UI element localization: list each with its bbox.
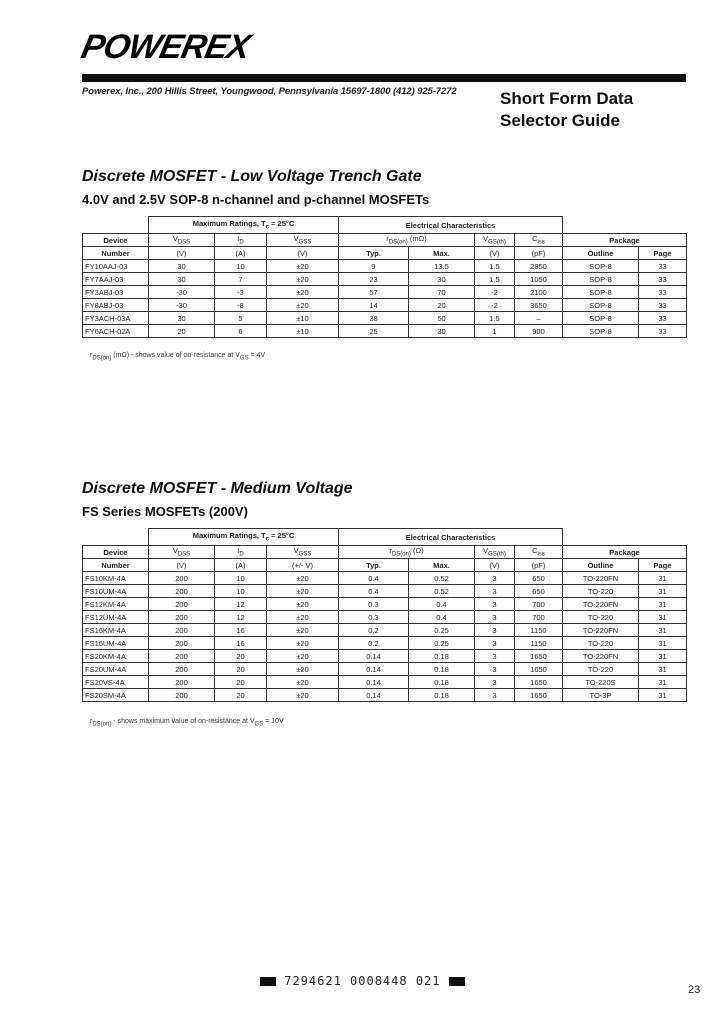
cell-vdss: 200 <box>149 663 215 676</box>
cell-outline: TO-220 <box>563 585 639 598</box>
number-header: Number <box>83 247 149 260</box>
table-row <box>83 676 687 689</box>
cell-outline: SOP-8 <box>563 260 639 273</box>
cell-max: 0.52 <box>409 572 475 585</box>
cell-ciss: 700 <box>515 611 563 624</box>
table-row <box>83 273 687 286</box>
max-header: Max. <box>409 247 475 260</box>
cell-vgss: ±20 <box>267 624 339 637</box>
table-row <box>83 650 687 663</box>
table-row <box>83 286 687 299</box>
cell-id: 10 <box>215 260 267 273</box>
table-row <box>83 260 687 273</box>
cell-vgss: ±20 <box>267 611 339 624</box>
cell-vgs: 3 <box>475 650 515 663</box>
cell-vgs: 3 <box>475 663 515 676</box>
cell-page: 33 <box>639 312 687 325</box>
company-address: Powerex, Inc., 200 Hillis Street, Youngwood, Pennsylvania 15697-1800 (412) 925-7272 <box>82 86 457 97</box>
cell-vgss: ±20 <box>267 663 339 676</box>
cell-vgss: ±20 <box>267 689 339 702</box>
cell-vdss: 30 <box>149 260 215 273</box>
vgss-header: $V_{GSS}$ <box>267 546 339 559</box>
section1-table-body <box>83 260 687 338</box>
cell-id: -3 <box>215 286 267 299</box>
vdss-header: $V_{DSS}$ <box>149 234 215 247</box>
cell-device: FY10AAJ-03 <box>83 260 149 273</box>
cell-device: FS16KM-4A <box>83 624 149 637</box>
vgss-unit: (+/- V) <box>267 559 339 572</box>
guide-title <box>500 88 633 132</box>
cell-page: 31 <box>639 611 687 624</box>
cell-id: 20 <box>215 663 267 676</box>
cell-max: 0.4 <box>409 598 475 611</box>
cell-vgss: ±20 <box>267 585 339 598</box>
section2-note: $r_{DS(on)}$ - shows maximum value of on-resistance at $V_{GS} = 10V$ <box>90 718 284 728</box>
cell-device: FY6ACH-02A <box>83 325 149 338</box>
cell-device: FY3ABJ-03 <box>83 286 149 299</box>
cell-ciss: 1050 <box>515 273 563 286</box>
table-row <box>83 572 687 585</box>
cell-vdss: 200 <box>149 598 215 611</box>
cell-ciss: 1650 <box>515 663 563 676</box>
cell-device: FS20KM-4A <box>83 650 149 663</box>
cell-id: 10 <box>215 585 267 598</box>
cell-outline: SOP-8 <box>563 299 639 312</box>
guide-title-line2: Selector Guide <box>500 111 620 130</box>
cell-vgs: 3 <box>475 637 515 650</box>
cell-max: 50 <box>409 312 475 325</box>
cell-vgs: 1.5 <box>475 312 515 325</box>
cell-device: FS16UM-4A <box>83 637 149 650</box>
table-row <box>83 585 687 598</box>
cell-max: 0.18 <box>409 676 475 689</box>
package-header: Package <box>563 546 687 559</box>
number-header: Number <box>83 559 149 572</box>
electrical-header: Electrical Characteristics <box>339 529 563 546</box>
cell-max: 13.5 <box>409 260 475 273</box>
max-header: Max. <box>409 559 475 572</box>
cell-typ: 0.3 <box>339 611 409 624</box>
footer-barcode <box>260 974 465 988</box>
cell-vdss: 200 <box>149 585 215 598</box>
cell-device: FS20SM-4A <box>83 689 149 702</box>
cell-typ: 0.4 <box>339 572 409 585</box>
cell-vgs: 3 <box>475 598 515 611</box>
cell-vgss: ±20 <box>267 650 339 663</box>
max-ratings-header: Maximum Ratings, $T_c = 25^\circ C$ <box>149 529 339 546</box>
cell-max: 0.18 <box>409 689 475 702</box>
section1-subtitle: 4.0V and 2.5V SOP-8 n-channel and p-channel MOSFETs <box>82 192 430 207</box>
cell-vgs: 3 <box>475 676 515 689</box>
vgs-unit: (V) <box>475 247 515 260</box>
cell-id: 20 <box>215 650 267 663</box>
cell-vgss: ±20 <box>267 286 339 299</box>
guide-title-line1: Short Form Data <box>500 89 634 108</box>
cell-outline: TO-220 <box>563 663 639 676</box>
cell-outline: SOP-8 <box>563 273 639 286</box>
cell-device: FS12KM-4A <box>83 598 149 611</box>
cell-vgss: ±20 <box>267 637 339 650</box>
cell-typ: 0.14 <box>339 676 409 689</box>
cell-max: 0.18 <box>409 663 475 676</box>
cell-device: FY8ABJ-03 <box>83 299 149 312</box>
cell-outline: SOP-8 <box>563 325 639 338</box>
section2-table <box>82 528 687 702</box>
vdss-unit: (V) <box>149 247 215 260</box>
barcode-block-left <box>260 977 276 986</box>
cell-page: 33 <box>639 286 687 299</box>
cell-ciss: 650 <box>515 585 563 598</box>
cell-id: 12 <box>215 598 267 611</box>
cell-vgs: -2 <box>475 299 515 312</box>
cell-typ: 14 <box>339 299 409 312</box>
cell-outline: TO-220FN <box>563 598 639 611</box>
cell-vgs: 3 <box>475 624 515 637</box>
cell-ciss: 700 <box>515 598 563 611</box>
cell-id: 16 <box>215 637 267 650</box>
page-header: Page <box>639 559 687 572</box>
vgs-header: $V_{GS(th)}$ <box>475 234 515 247</box>
table-row <box>83 637 687 650</box>
cell-typ: 0.4 <box>339 585 409 598</box>
cell-page: 31 <box>639 676 687 689</box>
barcode-block-right <box>449 977 465 986</box>
cell-typ: 57 <box>339 286 409 299</box>
rds-header: $r_{DS(on)}$ (mΩ) <box>339 234 475 247</box>
cell-ciss: 1650 <box>515 676 563 689</box>
cell-device: FS20VS-4A <box>83 676 149 689</box>
cell-ciss: 1650 <box>515 650 563 663</box>
cell-vdss: 200 <box>149 572 215 585</box>
cell-id: -8 <box>215 299 267 312</box>
vgss-header: $V_{GSS}$ <box>267 234 339 247</box>
cell-outline: SOP-8 <box>563 286 639 299</box>
device-header: Device <box>83 234 149 247</box>
package-header: Package <box>563 234 687 247</box>
cell-typ: 0.2 <box>339 637 409 650</box>
cell-typ: 23 <box>339 273 409 286</box>
typ-header: Typ. <box>339 559 409 572</box>
page-number: 23 <box>688 984 701 996</box>
cell-vdss: -30 <box>149 286 215 299</box>
cell-max: 0.25 <box>409 637 475 650</box>
cell-ciss: 1150 <box>515 624 563 637</box>
table-row <box>83 689 687 702</box>
device-header: Device <box>83 546 149 559</box>
cell-ciss: 2100 <box>515 286 563 299</box>
page-header: Page <box>639 247 687 260</box>
cell-id: 20 <box>215 676 267 689</box>
cell-max: 0.4 <box>409 611 475 624</box>
cell-vgs: 3 <box>475 611 515 624</box>
cell-vgss: ±20 <box>267 273 339 286</box>
table-row <box>83 312 687 325</box>
cell-device: FY7AAJ-03 <box>83 273 149 286</box>
cell-page: 31 <box>639 637 687 650</box>
cell-page: 33 <box>639 273 687 286</box>
cell-typ: 0.14 <box>339 689 409 702</box>
cell-ciss: 1650 <box>515 689 563 702</box>
cell-page: 31 <box>639 598 687 611</box>
cell-vdss: -30 <box>149 299 215 312</box>
ciss-unit: (pF) <box>515 247 563 260</box>
cell-outline: TO-220FN <box>563 572 639 585</box>
cell-vdss: 30 <box>149 312 215 325</box>
table-row <box>83 663 687 676</box>
cell-outline: TO-220S <box>563 676 639 689</box>
cell-max: 70 <box>409 286 475 299</box>
cell-page: 33 <box>639 260 687 273</box>
table-row <box>83 598 687 611</box>
cell-id: 16 <box>215 624 267 637</box>
cell-page: 31 <box>639 572 687 585</box>
cell-vdss: 200 <box>149 650 215 663</box>
footer-code-text: 7294621 0008448 021 <box>284 974 441 988</box>
cell-vdss: 30 <box>149 273 215 286</box>
table-row <box>83 624 687 637</box>
cell-vgss: ±20 <box>267 299 339 312</box>
cell-vgss: ±10 <box>267 325 339 338</box>
cell-vgs: 3 <box>475 585 515 598</box>
cell-outline: TO-220FN <box>563 624 639 637</box>
section2-title: Discrete MOSFET - Medium Voltage <box>82 480 353 497</box>
cell-device: FS10UM-4A <box>83 585 149 598</box>
cell-vgs: 3 <box>475 689 515 702</box>
cell-ciss: 650 <box>515 572 563 585</box>
cell-typ: 0.14 <box>339 663 409 676</box>
cell-vdss: 200 <box>149 624 215 637</box>
vdss-header: $V_{DSS}$ <box>149 546 215 559</box>
cell-device: FS12UM-4A <box>83 611 149 624</box>
cell-vgs: 1.5 <box>475 273 515 286</box>
cell-typ: 25 <box>339 325 409 338</box>
section2-table-body <box>83 572 687 702</box>
max-ratings-header: Maximum Ratings, $T_c = 25^\circ C$ <box>149 217 339 234</box>
cell-device: FS20UM-4A <box>83 663 149 676</box>
cell-vgss: ±20 <box>267 598 339 611</box>
cell-page: 31 <box>639 650 687 663</box>
cell-page: 31 <box>639 689 687 702</box>
section1-note: $r_{DS(on)}$ (mΩ) - shows value of on-resistance at $V_{GS} = 4V$ <box>90 352 266 362</box>
header-rule <box>82 74 686 82</box>
cell-page: 33 <box>639 299 687 312</box>
id-header: $I_D$ <box>215 546 267 559</box>
cell-vdss: 20 <box>149 325 215 338</box>
cell-vgs: -2 <box>475 286 515 299</box>
cell-id: 12 <box>215 611 267 624</box>
cell-page: 31 <box>639 663 687 676</box>
cell-vdss: 200 <box>149 637 215 650</box>
cell-typ: 0.2 <box>339 624 409 637</box>
id-unit: (A) <box>215 247 267 260</box>
powerex-logo: POWEREX <box>78 28 253 66</box>
vdss-unit: (V) <box>149 559 215 572</box>
rds-header: $r_{DS(on)}$ (Ω) <box>339 546 475 559</box>
cell-vgss: ±10 <box>267 312 339 325</box>
vgss-unit: (V) <box>267 247 339 260</box>
cell-page: 31 <box>639 585 687 598</box>
cell-vgs: 1.5 <box>475 260 515 273</box>
cell-outline: TO-220FN <box>563 650 639 663</box>
cell-max: 30 <box>409 273 475 286</box>
cell-id: 5 <box>215 312 267 325</box>
cell-outline: TO-220 <box>563 637 639 650</box>
section1-table <box>82 216 687 338</box>
cell-outline: TO-3P <box>563 689 639 702</box>
cell-vgss: ±20 <box>267 572 339 585</box>
cell-max: 0.52 <box>409 585 475 598</box>
cell-outline: TO-220 <box>563 611 639 624</box>
typ-header: Typ. <box>339 247 409 260</box>
cell-page: 33 <box>639 325 687 338</box>
cell-vgss: ±20 <box>267 260 339 273</box>
cell-page: 31 <box>639 624 687 637</box>
cell-id: 6 <box>215 325 267 338</box>
cell-max: 20 <box>409 299 475 312</box>
table-row <box>83 299 687 312</box>
cell-typ: 9 <box>339 260 409 273</box>
table-row <box>83 325 687 338</box>
cell-ciss: 2850 <box>515 260 563 273</box>
ciss-unit: (pF) <box>515 559 563 572</box>
section2-subtitle: FS Series MOSFETs (200V) <box>82 504 248 519</box>
cell-vgs: 1 <box>475 325 515 338</box>
cell-outline: SOP-8 <box>563 312 639 325</box>
cell-vgs: 3 <box>475 572 515 585</box>
cell-device: FY3ACH-03A <box>83 312 149 325</box>
cell-typ: 0.3 <box>339 598 409 611</box>
ciss-header: $C_{iss}$ <box>515 234 563 247</box>
vgs-unit: (V) <box>475 559 515 572</box>
cell-max: 0.18 <box>409 650 475 663</box>
ciss-header: $C_{iss}$ <box>515 546 563 559</box>
cell-device: FS10KM-4A <box>83 572 149 585</box>
cell-vdss: 200 <box>149 611 215 624</box>
cell-id: 10 <box>215 572 267 585</box>
cell-id: 7 <box>215 273 267 286</box>
cell-id: 20 <box>215 689 267 702</box>
electrical-header: Electrical Characteristics <box>339 217 563 234</box>
cell-max: 0.25 <box>409 624 475 637</box>
cell-ciss: 900 <box>515 325 563 338</box>
cell-max: 30 <box>409 325 475 338</box>
outline-header: Outline <box>563 559 639 572</box>
outline-header: Outline <box>563 247 639 260</box>
cell-vdss: 200 <box>149 676 215 689</box>
id-unit: (A) <box>215 559 267 572</box>
cell-ciss: – <box>515 312 563 325</box>
section1-title: Discrete MOSFET - Low Voltage Trench Gate <box>82 168 422 185</box>
cell-vgss: ±20 <box>267 676 339 689</box>
cell-typ: 0.14 <box>339 650 409 663</box>
cell-ciss: 1150 <box>515 637 563 650</box>
vgs-header: $V_{GS(th)}$ <box>475 546 515 559</box>
table-row <box>83 611 687 624</box>
id-header: $I_D$ <box>215 234 267 247</box>
cell-ciss: 3650 <box>515 299 563 312</box>
cell-typ: 38 <box>339 312 409 325</box>
cell-vdss: 200 <box>149 689 215 702</box>
